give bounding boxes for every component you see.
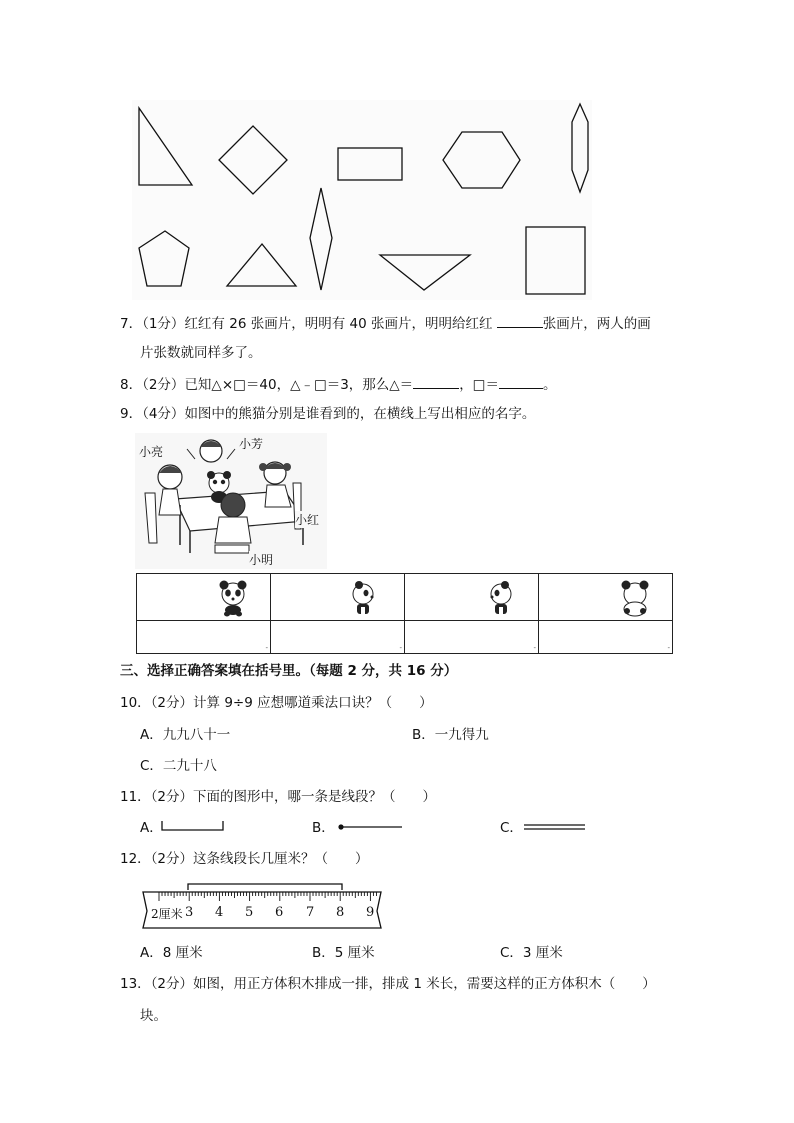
ray-figure-b: [336, 818, 406, 834]
ruler-tick-label-7: 7: [306, 905, 315, 920]
question-7: [120, 313, 651, 334]
option-a[interactable]: A．8 厘米: [140, 945, 203, 961]
panda-other-side-icon: [405, 574, 538, 620]
panda-answer-table: [136, 573, 673, 654]
option-a[interactable]: A．: [140, 820, 163, 836]
panda-cell-1: [137, 574, 271, 621]
ruler-tick-label-4: 4: [215, 905, 224, 920]
panda-cell-4: [539, 574, 673, 621]
panda-cell-3: [405, 574, 539, 621]
question-text: 下面的图形中，哪一条是线段？（ ）: [193, 789, 437, 805]
question-number: 12．: [120, 851, 151, 867]
panda-cell-2: [271, 574, 405, 621]
question-text: 已知△×□＝40，△﹣□＝3，那么△＝: [184, 377, 414, 393]
section-3-heading: 三、选择正确答案填在括号里。（每题 2 分，共 16 分）: [120, 663, 458, 679]
question-number: 11．: [120, 789, 151, 805]
question-11: [120, 787, 436, 807]
label-xiaoming: 小明: [249, 553, 274, 567]
panda-side-view-icon: [271, 574, 404, 620]
ruler-tick-label-6: 6: [275, 905, 284, 920]
option-a[interactable]: A．九九八十一: [140, 727, 231, 743]
question-text: 这条线段长几厘米？（ ）: [193, 851, 369, 867]
answer-blank-triangle[interactable]: [413, 374, 459, 389]
answer-cell-4[interactable]: -: [539, 621, 673, 654]
option-b[interactable]: B．一九得九: [412, 727, 489, 743]
question-7-line2: 片张数就同样多了。: [140, 345, 262, 361]
question-number: 10．: [120, 695, 151, 711]
question-number: 13．: [120, 976, 151, 992]
question-score: （2分）: [142, 377, 185, 393]
answer-row: [137, 621, 673, 654]
question-number: 9．: [120, 406, 143, 422]
option-c[interactable]: C．3 厘米: [500, 945, 563, 961]
ruler-tick-label-9: 9: [366, 905, 375, 920]
question-number: 7．: [120, 316, 143, 332]
lines-figure-c: [522, 818, 588, 834]
ruler-tick-label-3: 3: [185, 905, 194, 920]
answer-blank[interactable]: [497, 313, 543, 328]
panda-image-row: [137, 574, 673, 621]
question-13: [120, 974, 656, 994]
question-13-line2: 块。: [140, 1008, 167, 1024]
question-9: [120, 404, 535, 424]
label-xiaoliang: 小亮: [139, 445, 164, 459]
question-number: 8．: [120, 377, 143, 393]
question-score: （2分）: [150, 851, 194, 867]
answer-cell-3[interactable]: -: [405, 621, 539, 654]
question-12: [120, 849, 369, 869]
question-text-continued: 张画片，两人的画: [542, 316, 651, 332]
question-text: 计算 9÷9 应想哪道乘法口诀？（ ）: [193, 695, 433, 711]
question-text: 红红有 26 张画片，明明有 40 张画片，明明给红红: [184, 316, 497, 332]
answer-cell-1[interactable]: -: [137, 621, 271, 654]
label-xiaofang: 小芳: [239, 437, 264, 451]
question-score: （2分）: [150, 695, 194, 711]
question-10: [120, 693, 433, 713]
ruler: [137, 880, 385, 930]
question-score: （2分）: [150, 789, 194, 805]
question-score: （1分）: [142, 316, 185, 332]
question-text: 如图中的熊猫分别是谁看到的，在横线上写出相应的名字。: [184, 406, 536, 422]
question-score: （4分）: [142, 406, 185, 422]
label-xiaohong: 小红: [295, 513, 320, 527]
answer-blank-square[interactable]: [499, 374, 543, 389]
question-8: 8．（2分）已知△×□＝40，△﹣□＝3，那么△＝ ，□＝ 。: [120, 374, 556, 395]
panda-front-view-icon: [137, 574, 270, 620]
ruler-tick-label-5: 5: [245, 905, 254, 920]
option-c[interactable]: C．: [500, 820, 523, 836]
answer-cell-2[interactable]: -: [271, 621, 405, 654]
question-score: （2分）: [150, 976, 194, 992]
children-table-illustration: [135, 433, 327, 569]
option-b[interactable]: B．5 厘米: [312, 945, 375, 961]
ruler-tick-label-8: 8: [336, 905, 345, 920]
option-c[interactable]: C．二九十八: [140, 758, 217, 774]
shapes-figure: [132, 100, 592, 300]
option-b[interactable]: B．: [312, 820, 335, 836]
segment-figure-a: [160, 818, 226, 834]
ruler-unit-label: 2厘米: [151, 907, 183, 921]
panda-back-view-icon: [539, 574, 672, 620]
question-text: 如图，用正方体积木排成一排，排成 1 米长，需要这样的正方体积木（ ）: [193, 976, 656, 992]
